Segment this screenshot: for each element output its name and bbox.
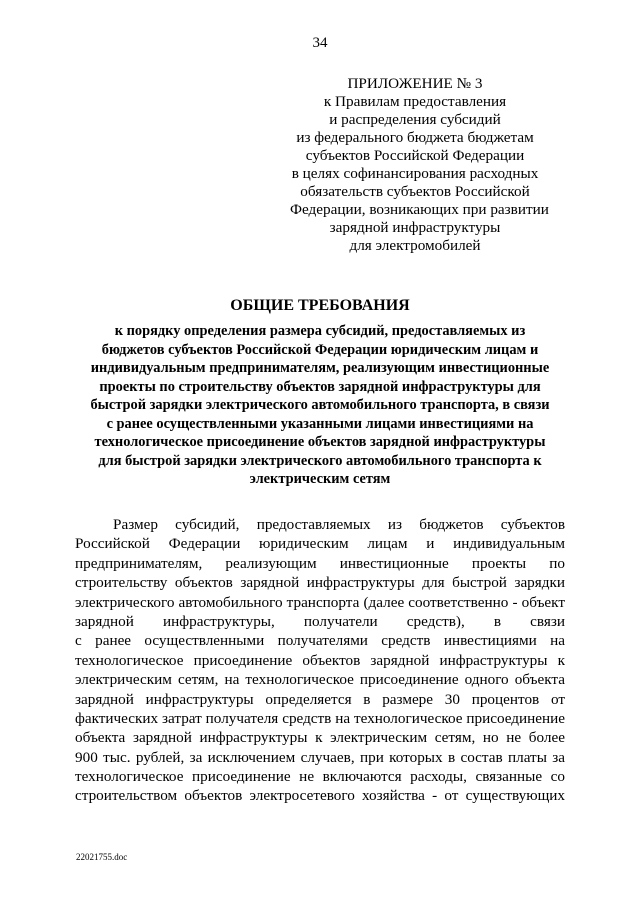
body-line: строительством объектов электросетевого хозяйства - от существующих [75, 787, 565, 805]
body-line: электрическим сетям, на технологическое присоединение одного объекта [75, 671, 565, 689]
body-line: зарядной инфраструктуры определяется в размере 30 процентов от [75, 690, 565, 708]
subheading-line: быстрой зарядки электрического автомобильного транспорта, в связи [90, 397, 550, 413]
body-line: с ранее осуществленными получателями средств инвестициями на [75, 632, 565, 650]
body-line: объекта зарядной инфраструктуры к электрическим сетям, но не более [75, 729, 565, 747]
subheading-line: технологическое присоединение объектов зарядной инфраструктуры [94, 434, 546, 450]
appendix-line: для электромобилей [349, 237, 481, 254]
appendix-line: к Правилам предоставления [323, 93, 507, 110]
page-number: 34 [312, 35, 328, 51]
appendix-line: из федерального бюджета бюджетам [296, 129, 534, 146]
appendix-title: ПРИЛОЖЕНИЕ № 3 [347, 75, 483, 92]
body-line: предпринимателям, реализующим инвестиционные проекты по [75, 554, 565, 572]
body-line: фактических затрат получателя средств на технологическое присоединение [75, 709, 565, 727]
body-line: зарядной инфраструктуры, получатели средств), в связи [75, 612, 565, 630]
appendix-line: обязательств субъектов Российской [300, 183, 530, 200]
appendix-line: субъектов Российской Федерации [305, 147, 525, 164]
subheading-line: для быстрой зарядки электрического автомобильного транспорта к [98, 452, 542, 469]
body-line: Размер субсидий, предоставляемых из бюджетов субъектов [113, 516, 565, 533]
appendix-line: зарядной инфраструктуры [329, 219, 501, 236]
subheading-line: к порядку определения размера субсидий, предоставляемых из [114, 323, 526, 339]
body-line: строительству объектов зарядной инфраструктуры для быстрой зарядки [75, 574, 565, 592]
subheading-line: индивидуальным предпринимателям, реализующим инвестиционные [90, 360, 550, 376]
appendix-header [290, 75, 549, 255]
appendix-line: Федерации, возникающих при развитии [290, 201, 549, 218]
body-line: электрического автомобильного транспорта (далее соответственно - объект [75, 593, 565, 611]
body-line: Российской Федерации юридическим лицам и индивидуальным [75, 535, 565, 553]
subheading-line: проекты по строительству объектов зарядной инфраструктуры для [99, 378, 541, 395]
document-subheading [75, 322, 565, 489]
body-line: 900 тыс. рублей, за исключением случаев, при которых в состав платы за [75, 748, 565, 766]
appendix-line: и распределения субсидий [329, 111, 501, 128]
file-name-footer: 22021755.doc [76, 852, 128, 862]
document-heading: ОБЩИЕ ТРЕБОВАНИЯ [230, 297, 410, 314]
appendix-line: в целях софинансирования расходных [291, 165, 539, 182]
subheading-line: с ранее осуществленными указанными лицами инвестициями на [106, 415, 534, 432]
subheading-line: бюджетов субъектов Российской Федерации юридическим лицам и [101, 341, 539, 358]
subheading-line: электрическим сетям [249, 471, 391, 487]
body-line: технологическое присоединение не включаются расходы, связанные со [75, 768, 565, 786]
body-line: технологическое присоединение объектов зарядной инфраструктуры к [75, 651, 565, 669]
body-paragraph [75, 515, 565, 806]
